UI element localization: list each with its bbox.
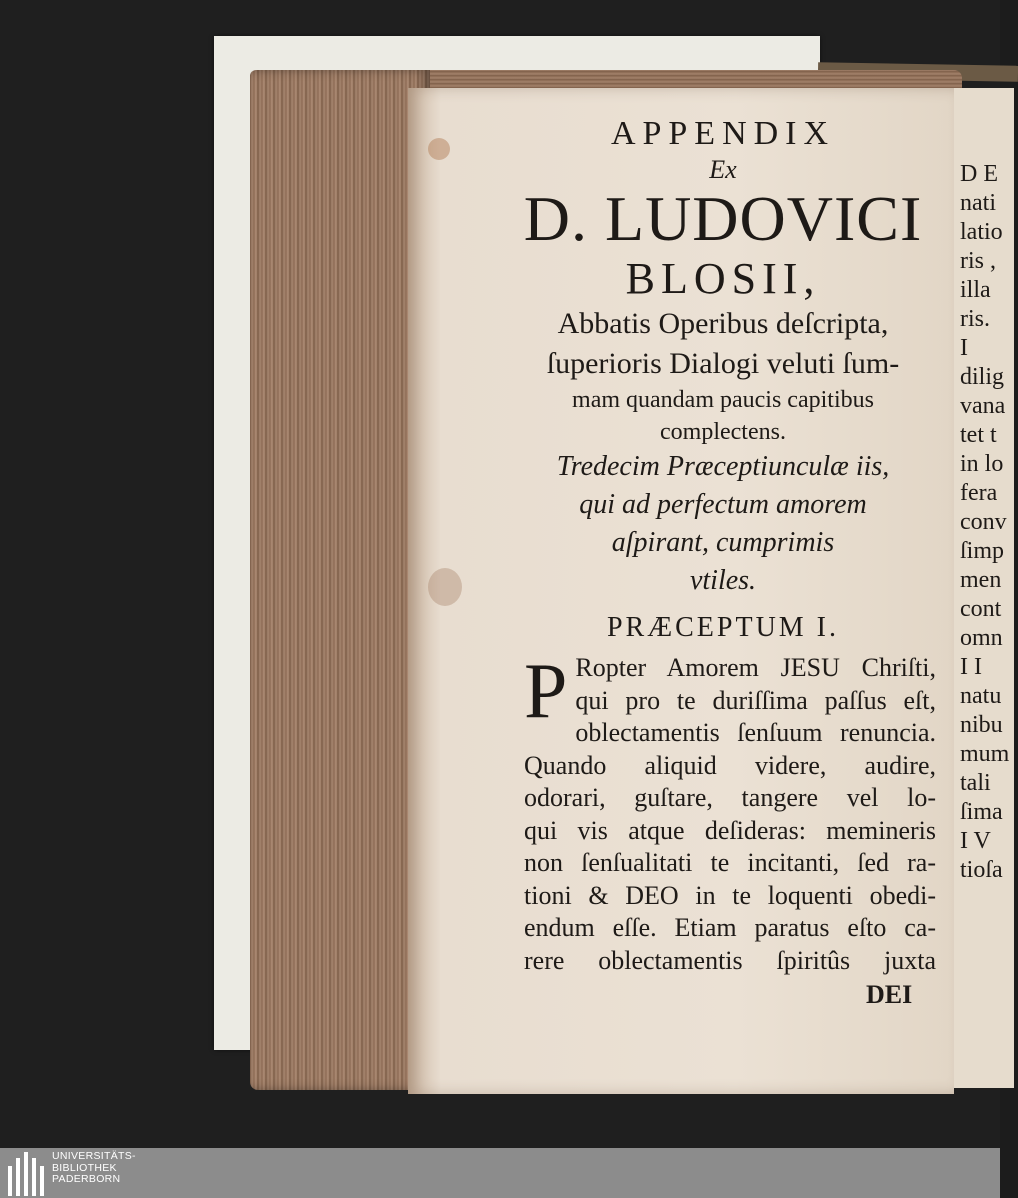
subtitle-line: ſuperioris Dialogi veluti ſum- [546,347,900,380]
right-page-line: fera [960,480,998,506]
title-block [508,112,938,654]
right-page-line: illa [960,277,991,303]
right-page-line: I [960,335,968,361]
catchword: DEI [866,980,913,1009]
library-name-line: BIBLIOTHEK [52,1161,117,1174]
library-logo-icon [6,1150,46,1196]
footer-bar [0,1148,1000,1198]
subtitle-line: Abbatis Operibus deſcripta, [557,307,889,340]
body-line: oblectamentis ſenſuum renuncia. [575,718,936,747]
right-page-line: vana [960,393,1006,419]
book-page-edges [250,70,430,1090]
right-page-line: tet t [960,422,997,448]
right-page-line: conv [960,509,1007,535]
body-line: qui pro te duriſſima paſſus eſt, [575,685,936,715]
right-page-line: men [960,567,1002,593]
page-stain [428,568,462,606]
right-page-line: omn [960,625,1003,651]
right-page-line: natu [960,683,1002,709]
right-page-line: ſima [960,799,1003,825]
right-page-line: I V [960,828,991,854]
body-line: odorari, guſtare, tangere vel lo- [524,783,936,812]
library-name-line: UNIVERSITÄTS- [52,1150,136,1162]
body-line: Ropter Amorem JESU Chriſti, [575,653,936,682]
body-line: non ſenſualitati te incitanti, ſed ra- [524,848,936,877]
body-line: rere oblectamentis ſpiritûs juxta [524,945,936,975]
right-page-line: nibu [960,712,1003,738]
library-name-line: PADERBORN [52,1173,121,1185]
right-page-line: ris , [960,248,996,274]
author-last-name: BLOSII, [625,254,821,303]
author-first-name: D. LUDOVICI [523,183,923,254]
italic-line: aſpirant, cumprimis [611,527,835,558]
page-heading: APPENDIX [610,115,836,152]
subtitle-line: mam quandam paucis capitibus [572,387,874,413]
page-stain [428,138,450,160]
right-page-text [960,160,1009,885]
right-page-line: tali [960,770,991,796]
subtitle-line: complectens. [660,419,786,445]
italic-line: qui ad perfectum amorem [579,489,867,520]
right-page-line: in lo [960,451,1004,477]
section-title: PRÆCEPTUM I. [606,612,840,643]
body-line: qui vis atque deſideras: memineris [524,815,936,845]
body-line: endum eſſe. Etiam paratus eſto ca- [524,913,936,942]
body-paragraph [524,647,936,977]
drop-cap: P [524,647,568,734]
body-line: Quando aliquid videre, audire, [524,750,936,780]
right-page-line: D E [960,161,998,187]
body-line: tioni & DEO in te loquenti obedi- [524,880,936,910]
right-page-line: ris. [960,306,990,332]
right-page-line: mum [960,741,1010,767]
right-page-line: I I [960,654,982,680]
italic-line: vtiles. [689,565,757,596]
italic-line: Tredecim Præceptiunculæ iis, [556,451,890,482]
right-page-line: cont [960,596,1002,622]
right-page-line: latio [960,219,1003,245]
library-name [52,1151,136,1186]
right-page-line: nati [960,190,996,216]
right-page-line: ſimp [960,538,1005,564]
ex-line: Ex [709,155,737,184]
right-page-line: tioſa [960,857,1003,883]
right-page-line: dilig [960,364,1005,390]
